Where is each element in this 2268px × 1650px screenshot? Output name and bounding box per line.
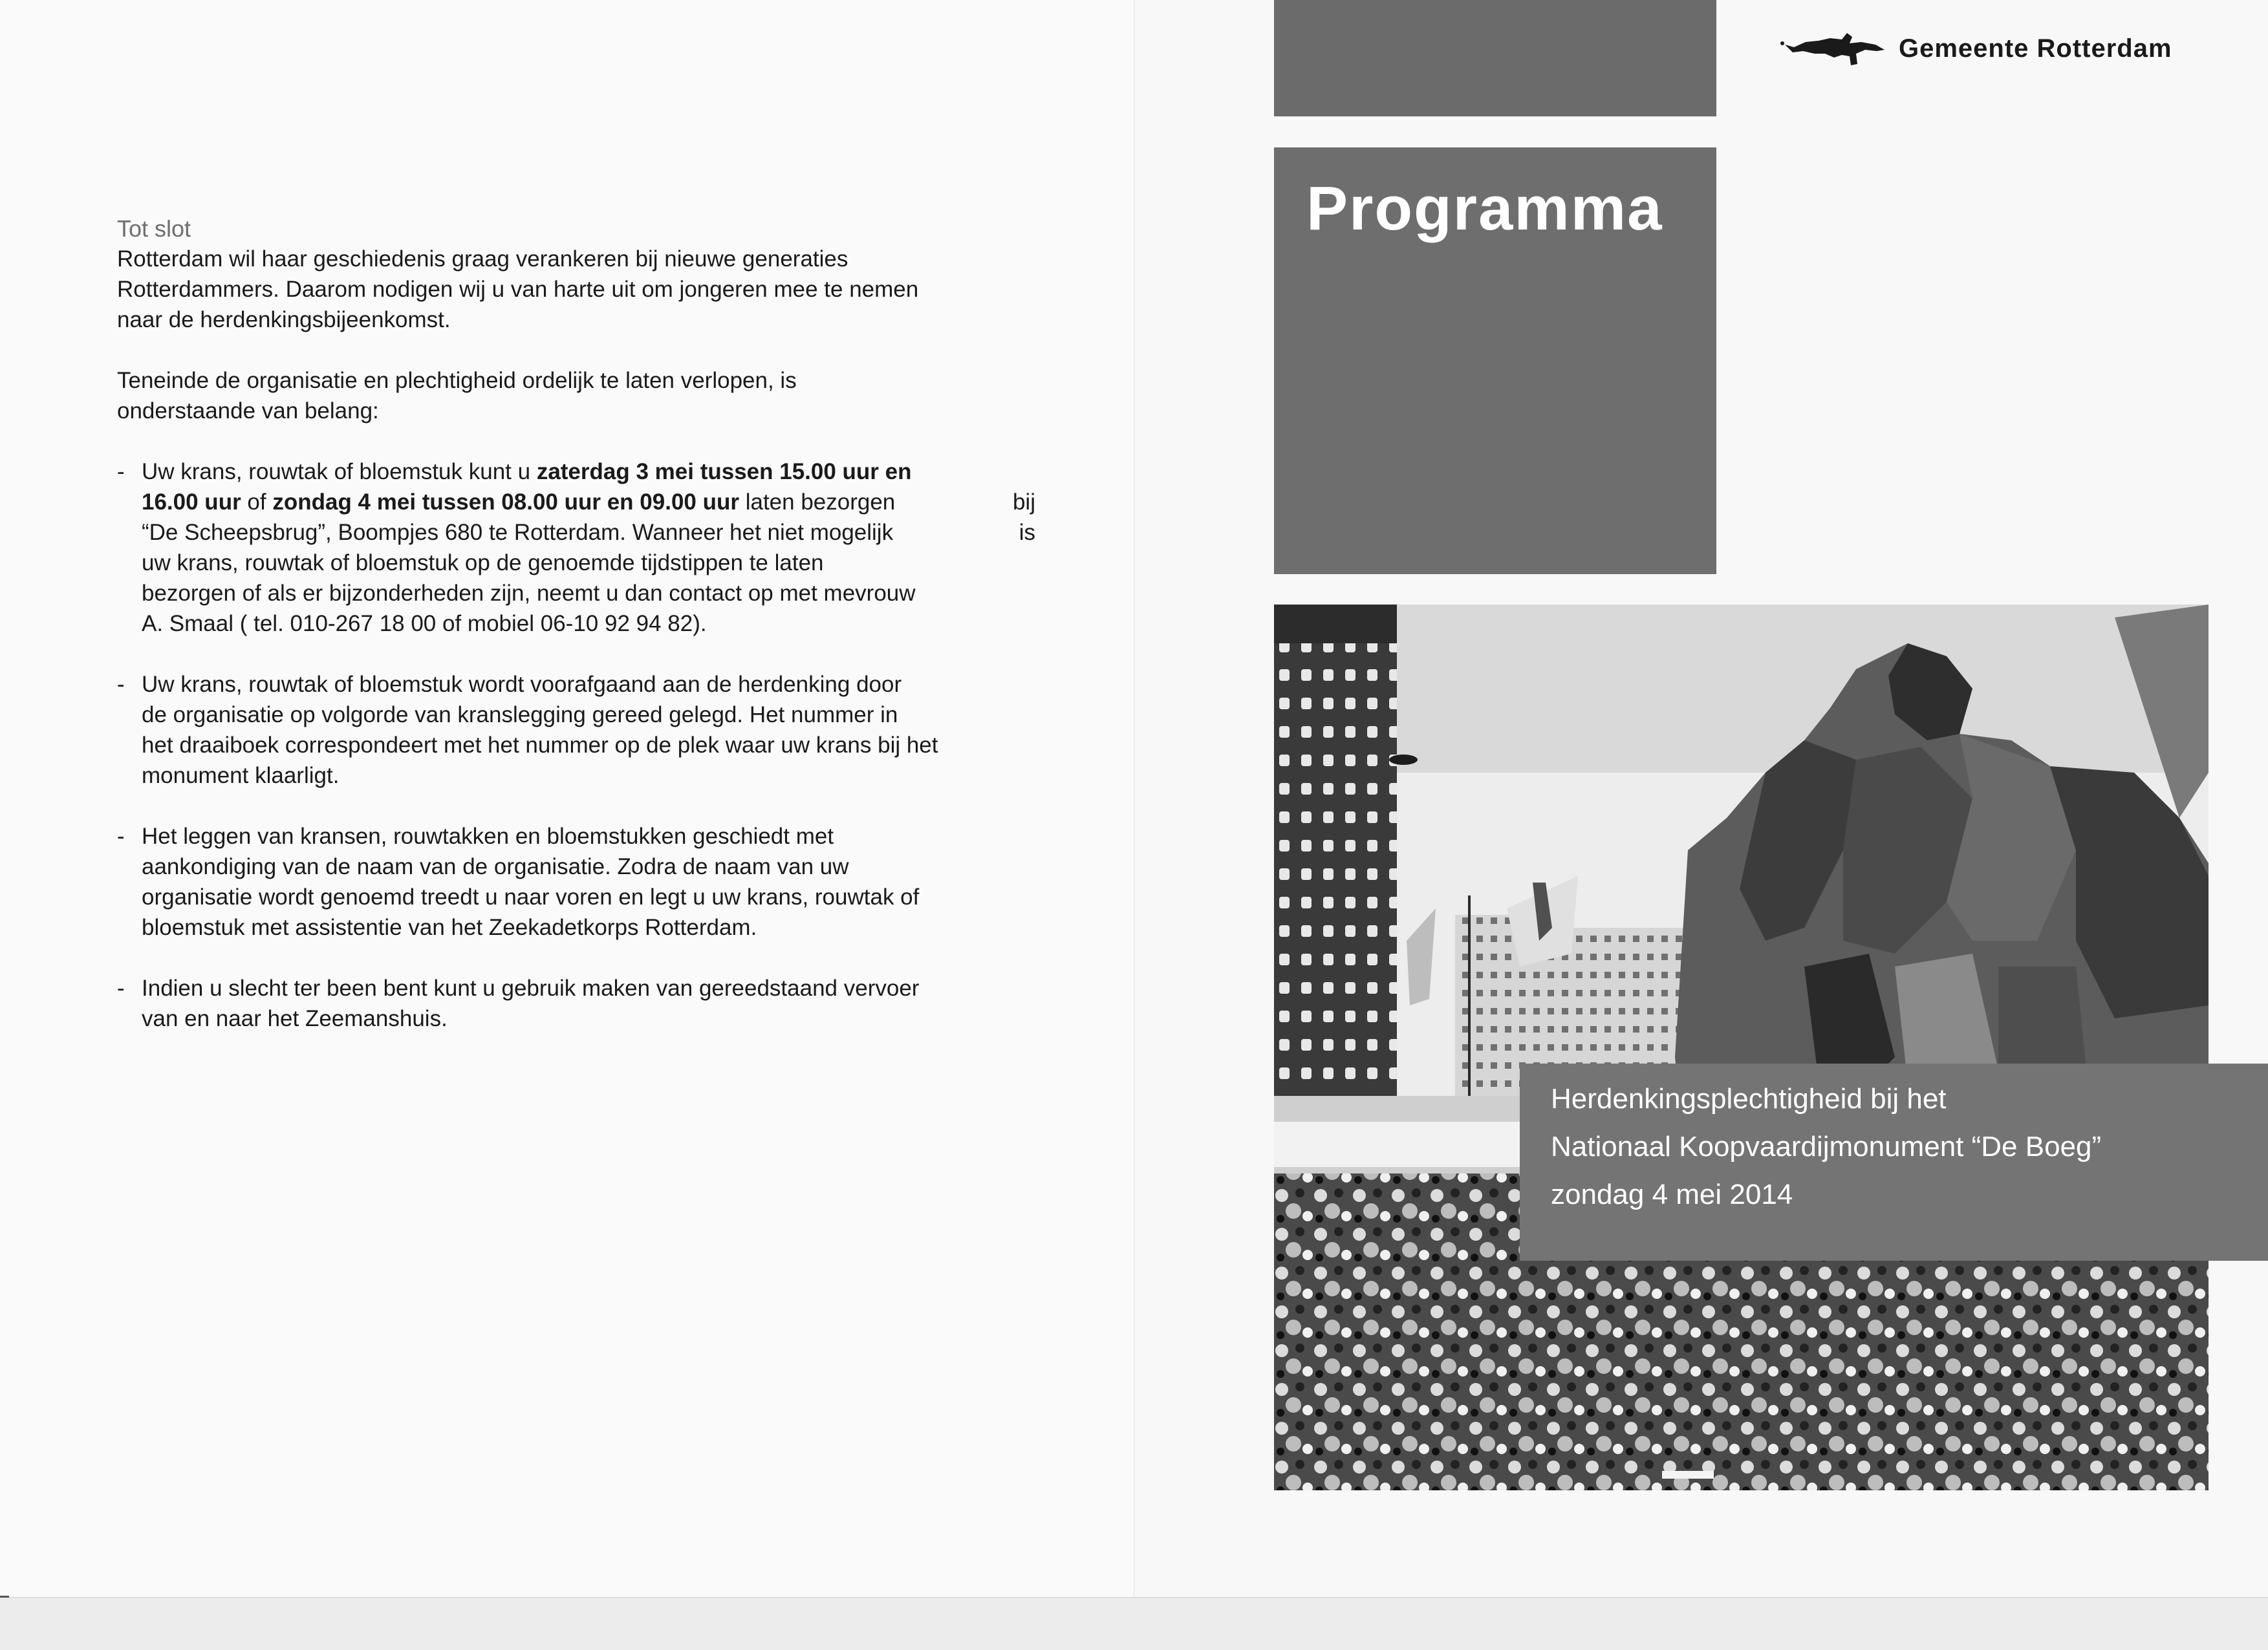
- bullet-text: laten bezorgen: [739, 489, 896, 515]
- bullet-dash: -: [117, 824, 125, 849]
- bullet-bold-text: zaterdag 3 mei tussen 15.00 uur en: [536, 459, 912, 484]
- bullet-line: van en naar het Zeemanshuis.: [142, 1006, 448, 1031]
- monument-photo: [1274, 605, 2209, 1490]
- logo-text: Gemeente Rotterdam: [1899, 34, 2172, 63]
- caption-line: Herdenkingsplechtigheid bij het: [1551, 1083, 1947, 1115]
- monument-photo-image: [1274, 605, 2209, 1490]
- bullet-line: Indien u slecht ter been bent kunt u gebruik maken van gereedstaand vervoer: [142, 976, 920, 1001]
- caption-box: [1520, 1064, 2268, 1261]
- bullet-dash: -: [117, 672, 125, 697]
- scan-corner-mark: [0, 1596, 9, 1598]
- bullet-wreath-laying: [117, 821, 1035, 943]
- bullet-dash: -: [117, 459, 125, 484]
- bullet-line: monument klaarligt.: [142, 763, 340, 788]
- bullet-dash: -: [117, 976, 125, 1001]
- bullet-line-main: [142, 487, 895, 517]
- caption-line: zondag 4 mei 2014: [1551, 1179, 1793, 1210]
- bullet-transport: [117, 973, 1035, 1034]
- left-page: [0, 0, 1134, 1597]
- left-page-text: [117, 213, 1035, 1034]
- importance-paragraph: [117, 365, 1035, 426]
- bullet-text: is: [1019, 520, 1035, 545]
- bullet-line: aankondiging van de naam van de organisatie. Zodra de naam van uw: [142, 854, 849, 879]
- scan-bottom-strip: [0, 1597, 2268, 1650]
- bullet-bold-text: 16.00 uur: [142, 489, 241, 515]
- bullet-line: de organisatie op volgorde van kranslegging gereed gelegd. Het nummer in: [142, 702, 898, 727]
- bullet-line: organisatie wordt genoemd treedt u naar voren en legt u uw krans, rouwtak of: [142, 884, 920, 910]
- bullet-bold-text: zondag 4 mei tussen 08.00 uur en 09.00 uur: [272, 489, 739, 515]
- intro-paragraph: [117, 244, 1035, 335]
- rotterdam-lion-logo-icon: [1780, 28, 1890, 69]
- bullet-line: A. Smaal ( tel. 010-267 18 00 of mobiel 06-10 92 94 82).: [142, 611, 707, 636]
- intro-line: naar de herdenkingsbijeenkomst.: [117, 307, 451, 332]
- bullet-text: of: [241, 489, 273, 515]
- importance-line: onderstaande van belang:: [117, 398, 379, 423]
- bullet-line: Uw krans, rouwtak of bloemstuk wordt voorafgaand aan de herdenking door: [142, 672, 902, 697]
- bullet-line: het draaiboek correspondeert met het nummer op de plek waar uw krans bij het: [142, 733, 938, 758]
- bullet-line: bezorgen of als er bijzonderheden zijn, neemt u dan contact op met mevrouw: [142, 581, 916, 606]
- municipality-logo: [1780, 26, 2172, 71]
- bullet-preparation: [117, 669, 1035, 791]
- bullet-text: bij: [1012, 489, 1035, 515]
- importance-line: Teneinde de organisatie en plechtigheid ordelijk te laten verlopen, is: [117, 368, 797, 393]
- bullet-line: Het leggen van kransen, rouwtakken en bloemstukken geschiedt met: [142, 824, 834, 849]
- intro-line: Rotterdammers. Daarom nodigen wij u van harte uit om jongeren mee te nemen: [117, 277, 919, 302]
- bullet-line: [142, 487, 1035, 517]
- bullet-line: [142, 456, 1035, 487]
- bullet-delivery: [117, 456, 1035, 639]
- header-grey-block: [1274, 0, 1716, 116]
- bullet-line: bloemstuk met assistentie van het Zeekadetkorps Rotterdam.: [142, 915, 757, 940]
- page-title: Programma: [1306, 174, 1663, 243]
- bullet-line: [142, 517, 1035, 548]
- bullet-line: uw krans, rouwtak of bloemstuk op de genoemde tijdstippen te laten: [142, 550, 824, 575]
- section-title: Tot slot: [117, 215, 191, 242]
- intro-line: Rotterdam wil haar geschiedenis graag verankeren bij nieuwe generaties: [117, 246, 848, 272]
- bullet-text: “De Scheepsbrug”, Boompjes 680 te Rotterdam. Wanneer het niet mogelijk: [142, 520, 894, 545]
- caption-line: Nationaal Koopvaardijmonument “De Boeg”: [1551, 1131, 2102, 1162]
- bullet-text: Uw krans, rouwtak of bloemstuk kunt u: [142, 459, 537, 484]
- title-grey-block: [1274, 147, 1716, 574]
